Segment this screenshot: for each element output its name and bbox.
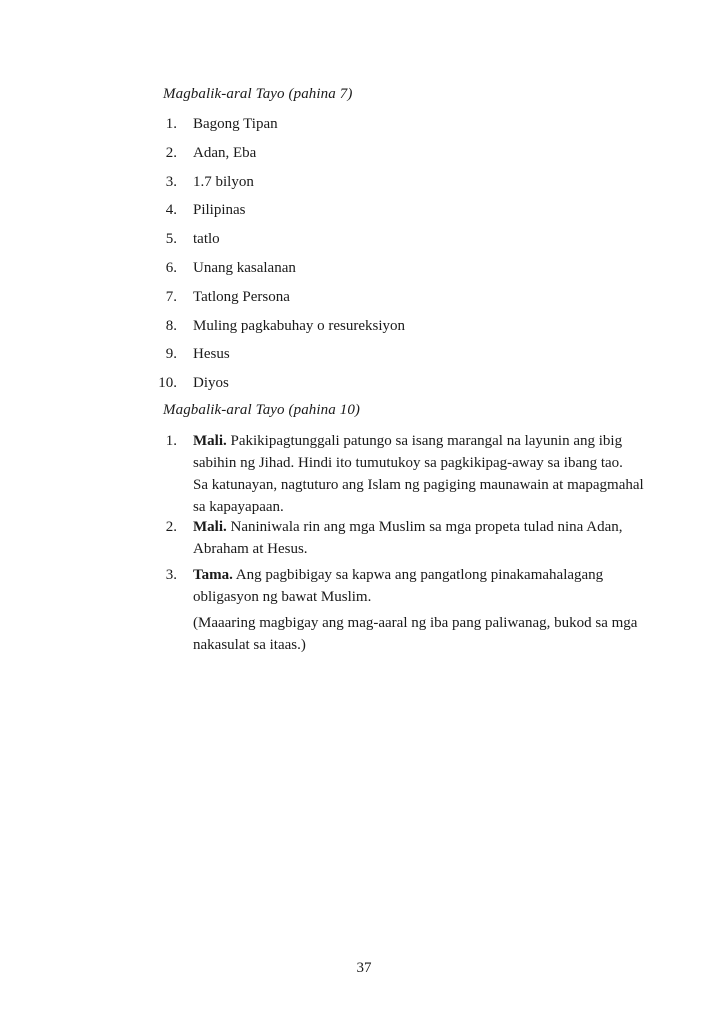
answer-verdict: Mali. [193,519,227,535]
item-number: 7. [165,289,177,305]
answer-verdict: Tama. [193,567,233,583]
explanation-line: Sa katunayan, nagtuturo ang Islam ng pagiging maunawain at mapagmahal [193,477,644,493]
explanation-line: Mali. Pakikipagtunggali patungo sa isang marangal na layunin ang ibig [193,433,623,449]
item-answer: tatlo [193,231,220,247]
item-number: 6. [165,260,177,276]
item-answer: Hesus [193,346,230,362]
item-answer: Unang kasalanan [193,260,296,276]
page-number: 37 [356,960,372,976]
item-number: 9. [165,346,177,362]
explanation-line: Mali. Naniniwala rin ang mga Muslim sa mga propeta tulad nina Adan, [193,519,623,535]
answer-block [145,564,655,608]
item-number: 4. [165,202,177,218]
item-number: 5. [165,231,177,247]
explanation-line: sa kapayapaan. [193,499,284,515]
item-answer: Muling pagkabuhay o resureksiyon [193,318,406,334]
explanation-line: Tama. Ang pagbibigay sa kapwa ang pangatlong pinakamahalagang [193,567,604,583]
answer-block [145,430,655,518]
item-answer: Diyos [193,375,229,391]
section-heading-pahina-10: Magbalik-aral Tayo (pahina 10) [163,402,361,418]
note-line: (Maaaring magbigay ang mag-aaral ng iba pang paliwanag, bukod sa mga [193,615,638,631]
answer-explanation [193,564,655,608]
item-number: 10. [158,375,177,391]
item-answer: Adan, Eba [193,145,257,161]
item-number: 8. [165,318,177,334]
item-number: 2. [165,519,177,535]
answer-verdict: Mali. [193,433,227,449]
answer-explanation [193,430,655,518]
item-number: 3. [165,174,177,190]
section-heading-pahina-7: Magbalik-aral Tayo (pahina 7) [163,86,353,102]
explanation-line: obligasyon ng bawat Muslim. [193,589,372,605]
item-number: 2. [165,145,177,161]
item-number: 1. [165,116,177,132]
note-line: nakasulat sa itaas.) [193,637,306,653]
item-answer: Tatlong Persona [193,289,290,305]
answer-explanation [193,516,655,560]
item-answer: Bagong Tipan [193,116,278,132]
item-answer: 1.7 bilyon [193,174,254,190]
answer-block [145,516,655,560]
item-number: 1. [165,433,177,449]
item-number: 3. [165,567,177,583]
item-answer: Pilipinas [193,202,246,218]
teacher-note [193,612,663,656]
explanation-line: Abraham at Hesus. [193,541,308,557]
explanation-line: sabihin ng Jihad. Hindi ito tumutukoy sa pagkikipag-away sa ibang tao. [193,455,623,471]
